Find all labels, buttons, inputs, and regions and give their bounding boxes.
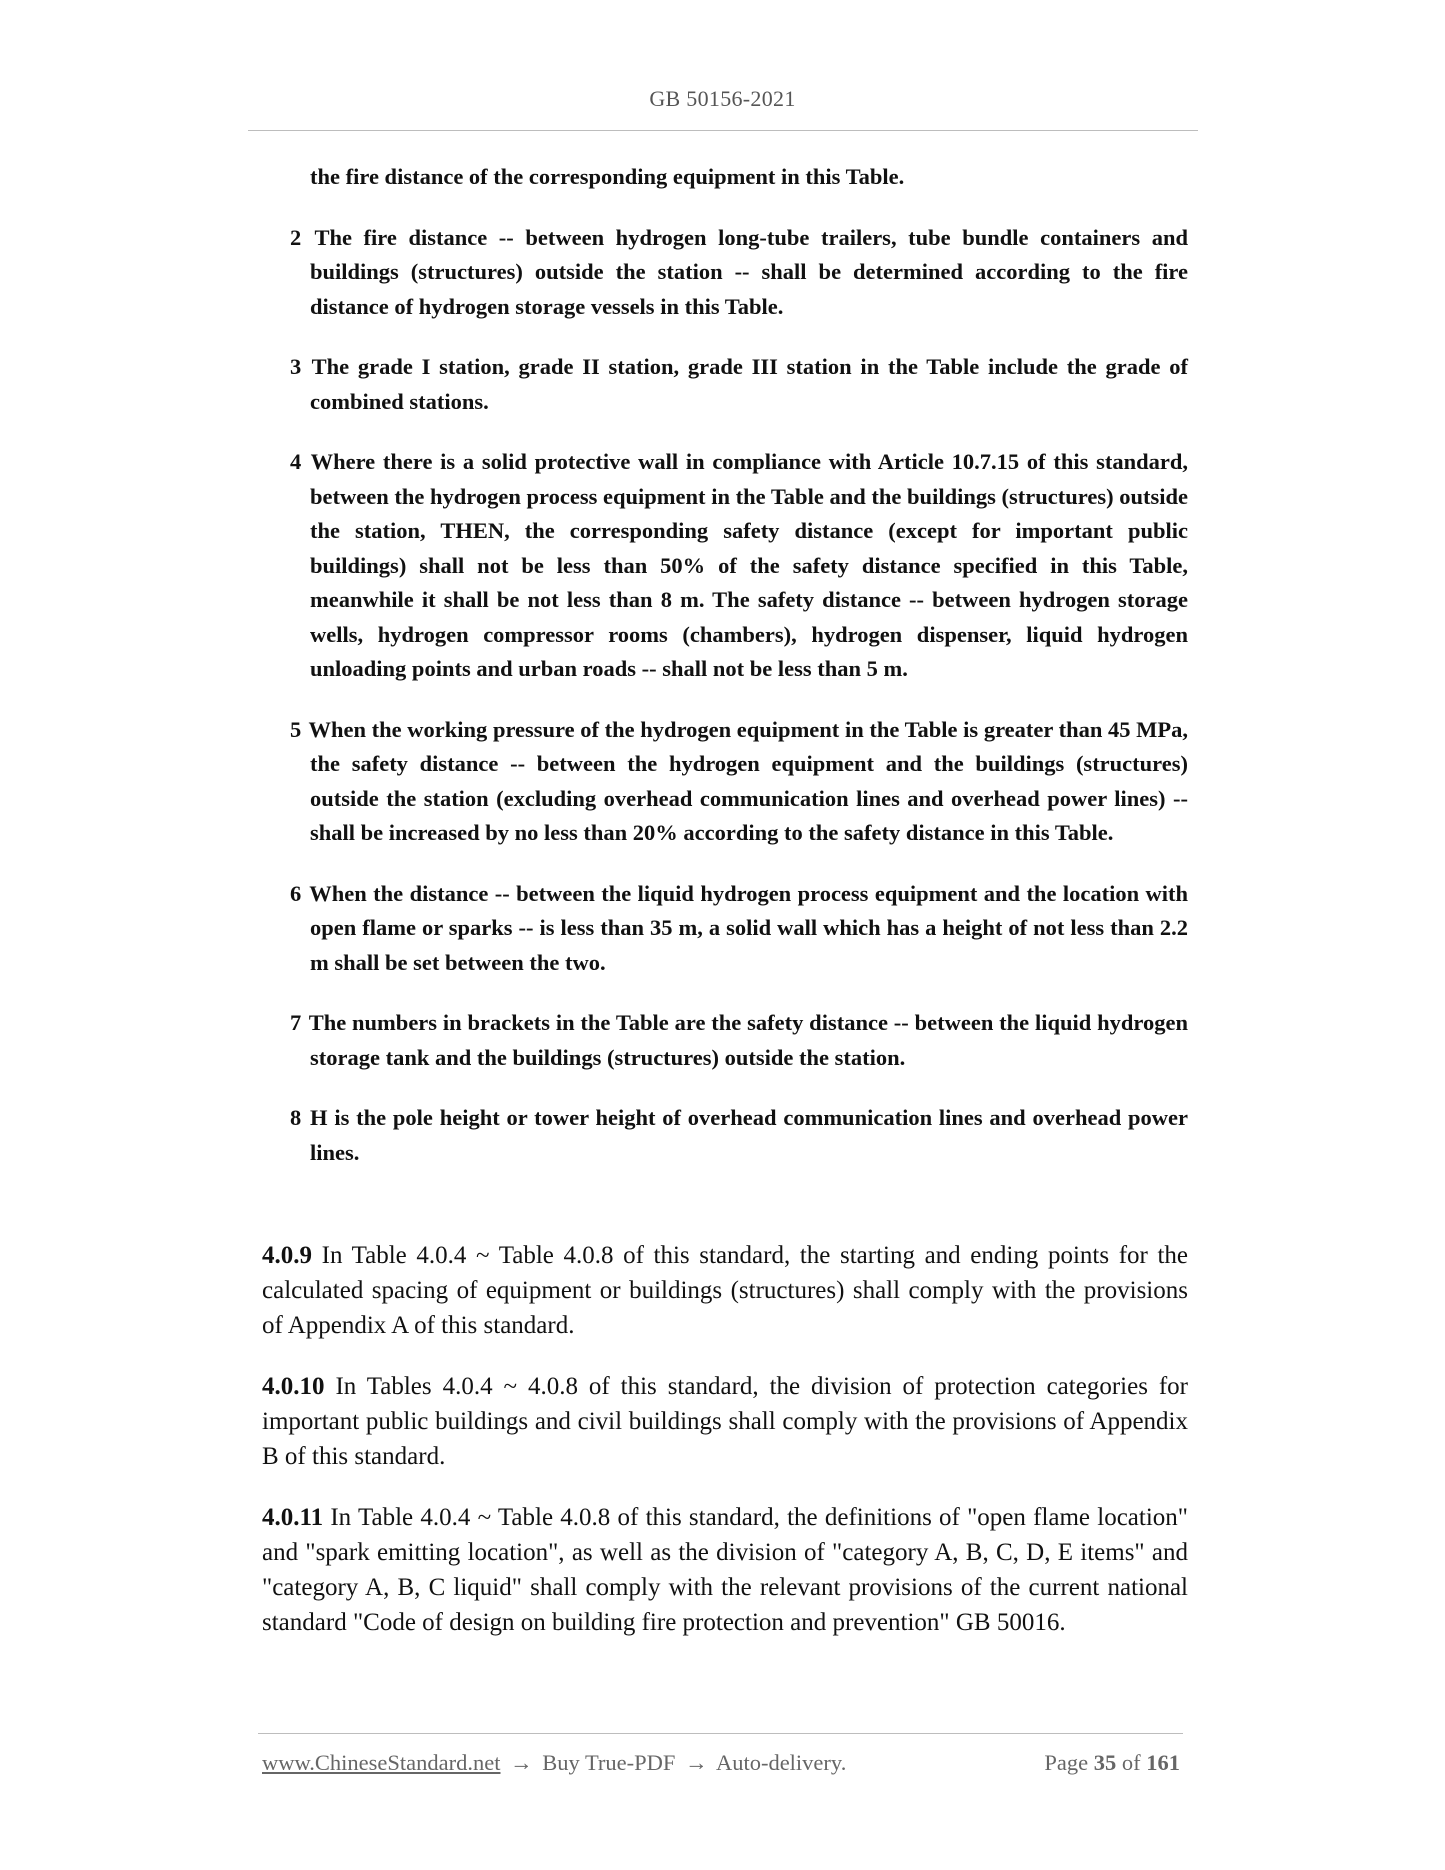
- page-indicator: [1044, 1750, 1180, 1776]
- clause-4-0-10: [262, 1369, 1188, 1474]
- note-text: The grade I station, grade II station, grade III station in the Table include the grade of combined stations.: [310, 354, 1189, 414]
- clause-number: 4.0.11: [262, 1504, 324, 1531]
- page-of: of: [1121, 1750, 1141, 1775]
- note-continuation: [290, 160, 1188, 195]
- note-text: When the working pressure of the hydrogen equipment in the Table is greater than 45 MPa, the safety distance -- between the hydrogen equipment and the buildings (structures) outside the station (excluding overhead communication lines and overhead power lines) -- shall be increased by no less than 20% according to the safety distance in this Table.: [308, 716, 1189, 845]
- note-text: Where there is a solid protective wall in compliance with Article 10.7.15 of this standard, between the hydrogen process equipment in the Table and the buildings (structures) outside the station, THEN, the corresponding safety distance (except for important public buildings) shall not be less than 50% of the safety distance specified in this Table, meanwhile it shall be not less than 8 m. The safety distance -- between hydrogen storage wells, hydrogen compressor rooms (chambers), hydrogen dispenser, liquid hydrogen unloading points and urban roads -- shall not be less than 5 m.: [310, 449, 1189, 681]
- page-label: Page: [1044, 1750, 1089, 1775]
- clause-text: In Table 4.0.4 ~ Table 4.0.8 of this standard, the starting and ending points for the calculated spacing of equipment or buildings (structures) shall comply with the provisions of Appendix A of this standard.: [262, 1242, 1188, 1339]
- auto-delivery-text: Auto-delivery.: [715, 1750, 847, 1775]
- note-number: 2: [290, 224, 302, 250]
- buy-pdf-text: Buy True-PDF: [542, 1750, 676, 1775]
- clause-number: 4.0.10: [262, 1373, 325, 1400]
- note-8: [290, 1101, 1188, 1170]
- header-divider: [248, 130, 1198, 131]
- page-total: 161: [1146, 1750, 1180, 1775]
- page-current: 35: [1093, 1750, 1117, 1775]
- note-7: [290, 1006, 1188, 1075]
- note-4: [290, 445, 1188, 687]
- note-2: [290, 221, 1188, 325]
- clauses-section: [262, 1238, 1188, 1666]
- clause-4-0-11: [262, 1500, 1188, 1640]
- page-footer: [262, 1750, 1180, 1776]
- note-text: The numbers in brackets in the Table are the safety distance -- between the liquid hydrogen storage tank and the buildings (structures) outside the station.: [308, 1010, 1188, 1070]
- footer-divider: [258, 1733, 1183, 1734]
- note-text: H is the pole height or tower height of overhead communication lines and overhead power lines.: [310, 1105, 1189, 1165]
- table-notes: [290, 160, 1188, 1196]
- page-header-title: GB 50156-2021: [649, 86, 796, 111]
- clause-text: In Table 4.0.4 ~ Table 4.0.8 of this standard, the definitions of "open flame location" and "spark emitting location", as well as the division of "category A, B, C, D, E items" and "category A, B, C liquid" shall comply with the relevant provisions of the current national standard "Code of design on building fire protection and prevention" GB 50016.: [262, 1504, 1188, 1636]
- note-text: the fire distance of the corresponding equipment in this Table.: [310, 164, 905, 189]
- note-number: 3: [290, 354, 302, 379]
- clause-number: 4.0.9: [262, 1242, 312, 1269]
- note-6: [290, 877, 1188, 981]
- note-3: [290, 350, 1188, 419]
- arrow-right-icon: →: [510, 1750, 533, 1775]
- note-5: [290, 713, 1188, 851]
- note-text: When the distance -- between the liquid hydrogen process equipment and the location with open flame or sparks -- is less than 35 m, a solid wall which has a height of not less than 2.2 m shall be set between the two.: [309, 880, 1188, 975]
- note-number: 4: [290, 449, 302, 474]
- arrow-right-icon: →: [685, 1750, 708, 1775]
- clause-4-0-9: [262, 1238, 1188, 1343]
- note-text: The fire distance -- between hydrogen long-tube trailers, tube bundle containers and buildings (structures) outside the station -- shall be determined according to the fire distance of hydrogen storage vessels in this Table.: [310, 224, 1188, 319]
- note-number: 6: [290, 880, 302, 906]
- note-number: 8: [290, 1105, 302, 1130]
- website-link[interactable]: www.ChineseStandard.net: [262, 1750, 501, 1775]
- clause-text: In Tables 4.0.4 ~ 4.0.8 of this standard, the division of protection categories for important public buildings and civil buildings shall comply with the provisions of Appendix B of this standard.: [262, 1373, 1189, 1470]
- note-number: 5: [290, 716, 302, 742]
- note-number: 7: [290, 1010, 302, 1035]
